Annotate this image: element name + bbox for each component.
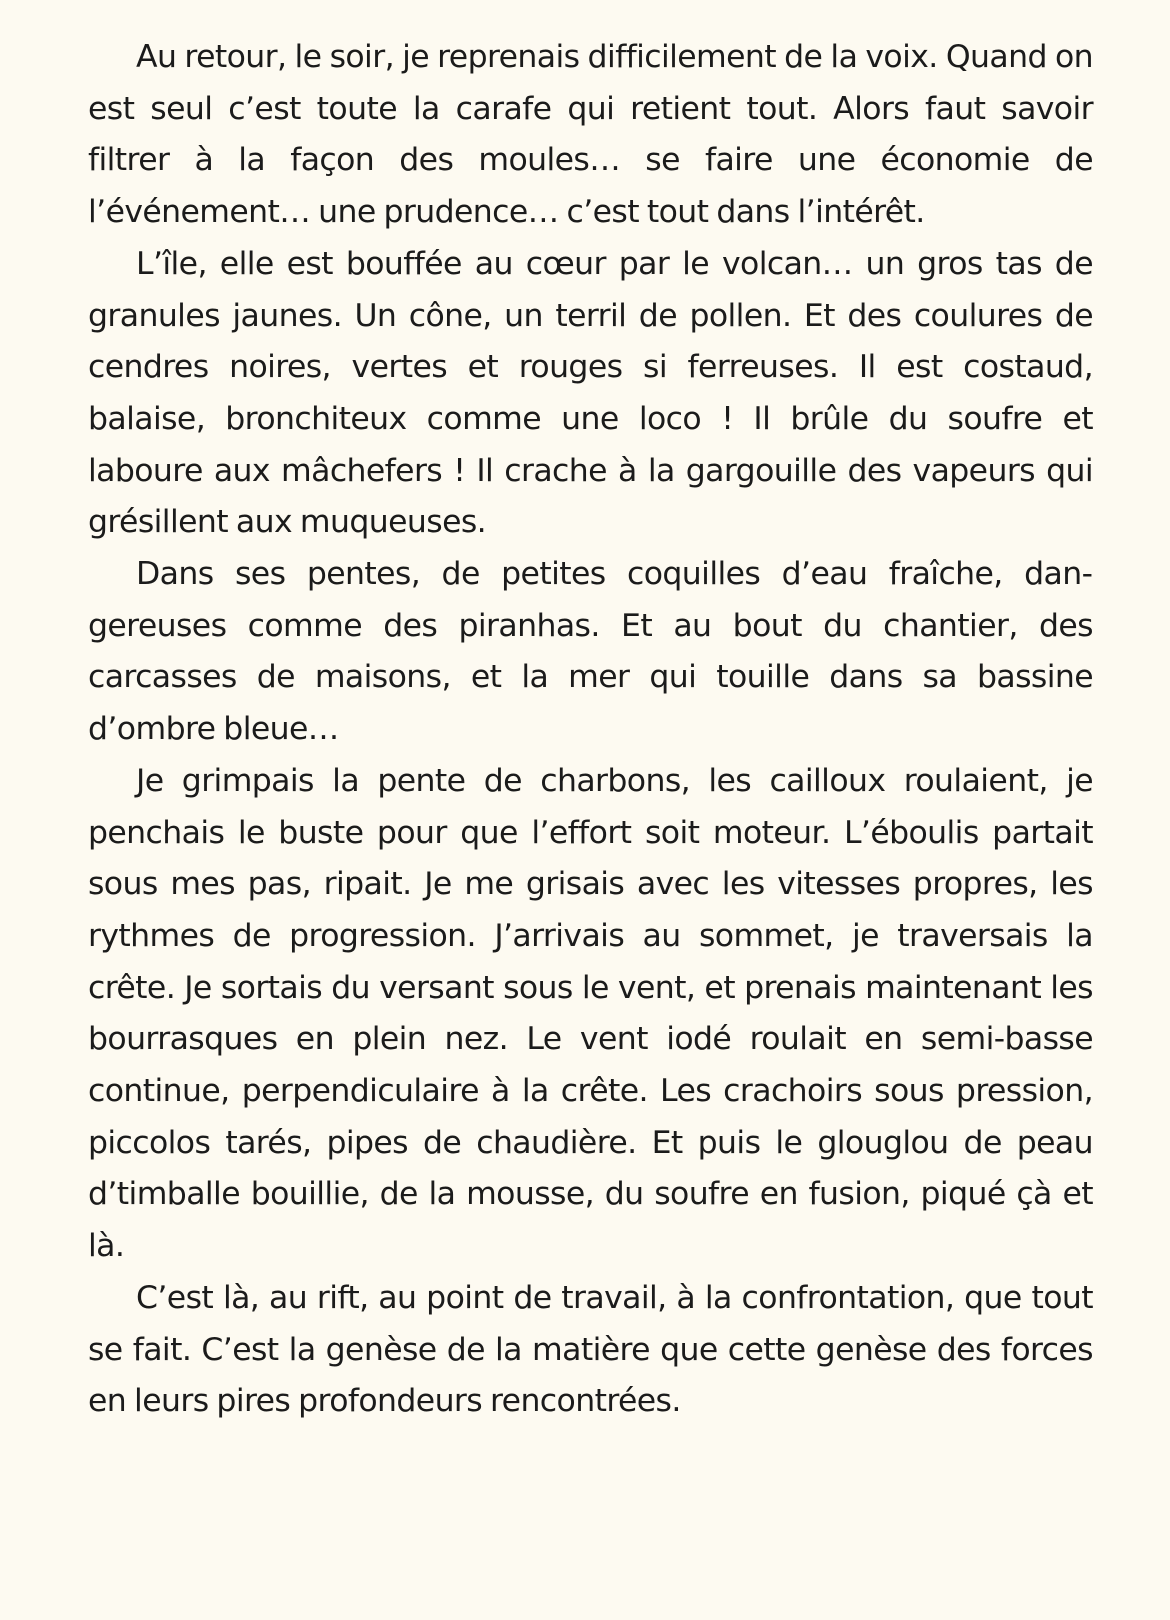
paragraph-5: C’est là, au rift, au point de travail, à la confrontation, que tout se fait. C’est la genèse de la matière que cette genèse des forces en leurs pires profondeurs rencontrées. <box>88 1279 1093 1420</box>
paragraph-1: Au retour, le soir, je reprenais difficilement de la voix. Quand on est seul c’est toute la carafe qui retient tout. Alors faut savoir filtrer à la façon des moules… se faire une économie de l’événement… une prudence… c’est tout dans l’intérêt. <box>88 39 1093 231</box>
paragraph-4: Je grimpais la pente de charbons, les cailloux roulaient, je penchais le buste pour que l’effort soit moteur. L’éboulis partait sous mes pas, ripait. Je me grisais avec les vitesses propres, les rythmes de progression. J’arrivais au sommet, je traversais la crête. Je sortais du versant sous le vent, et prenais maintenant les bourrasques en plein nez. Le vent iodé roulait en semi-basse continue, perpendiculaire à la crête. Les crachoirs sous pression, piccolos tarés, pipes de chaudière. Et puis le glouglou de peau d’timballe bouillie, de la mousse, du soufre en fusion, piqué çà et là. <box>88 762 1093 1265</box>
paragraph-2: L’île, elle est bouffée au cœur par le volcan… un gros tas de granules jaunes. Un cône, un terril de pollen. Et des coulures de cendres noires, vertes et rouges si ferreuses. Il est costaud, balaise, bronchiteux comme une loco ! Il brûle du soufre et laboure aux mâchefers ! Il crache à la gargouille des vapeurs qui grésillent aux muqueuses. <box>88 245 1093 541</box>
text-page <box>88 32 1093 1428</box>
paragraph-3: Dans ses pentes, de petites coquilles d’eau fraîche, dangereuses comme des piranhas. Et au bout du chantier, des carcasses de maisons, et la mer qui touille dans sa bassine d’ombre bleue… <box>88 556 1093 748</box>
